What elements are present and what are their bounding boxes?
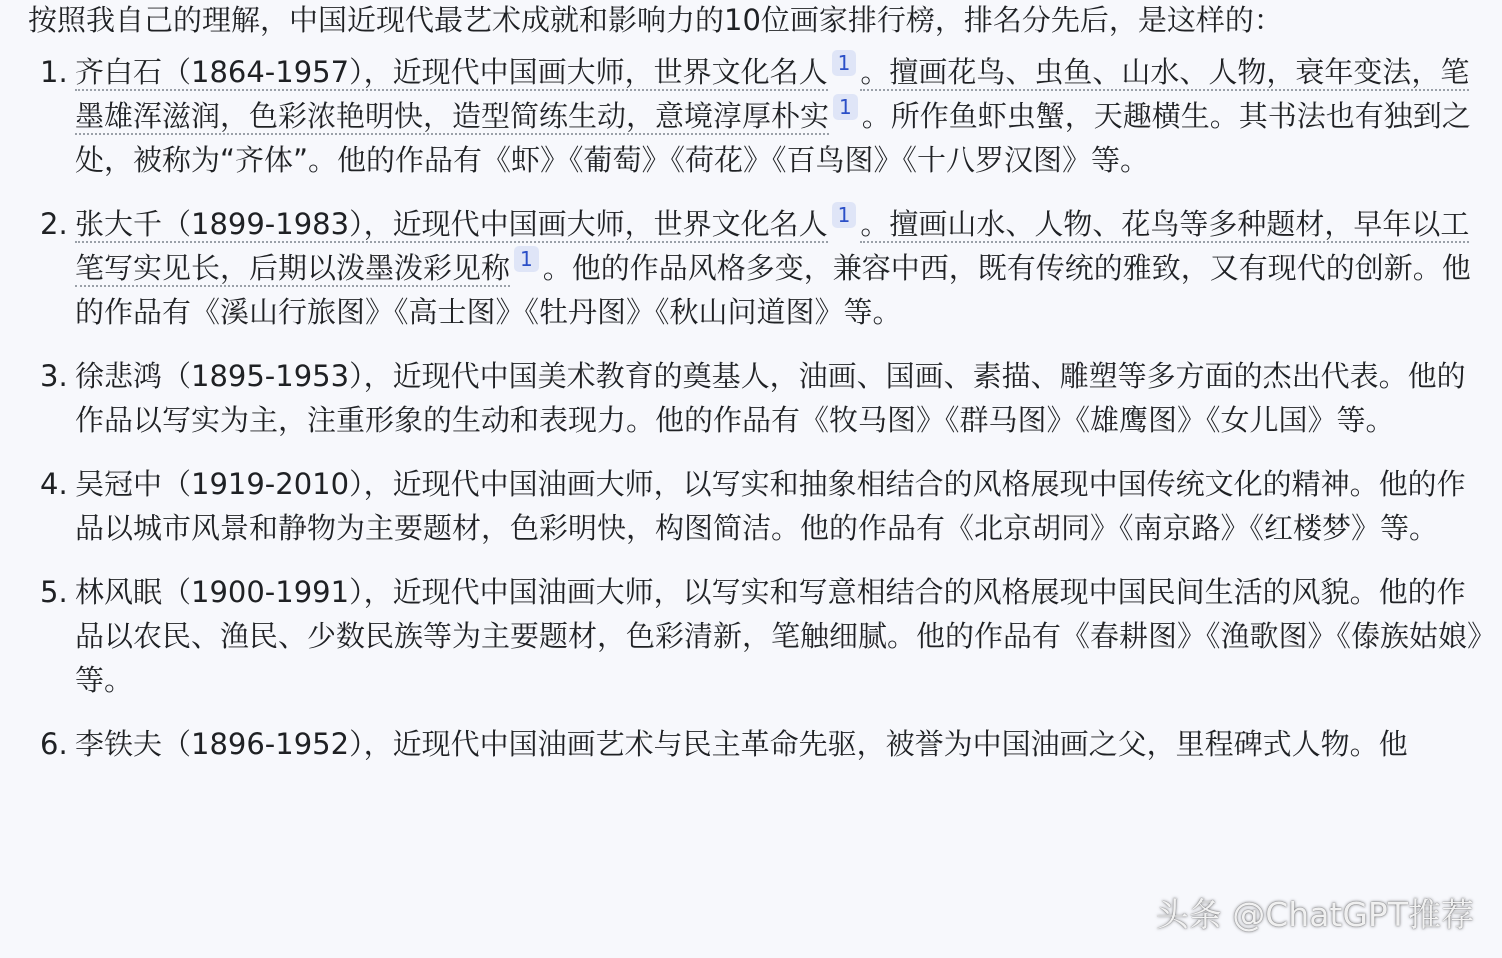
referenced-text: 。擅画花鸟、虫鱼、山水、人物，衰年变法，笔墨雄浑滋润，色彩浓艳明快，造型简练生动，意境淳厚朴实 [75,55,1470,133]
list-item-number: 6. [40,727,68,761]
item-text: 。所作鱼虾虫蟹，天趣横生。其书法也有独到之处，被称为“齐体”。他的作品有《虾》《葡萄》《荷花》《百鸟图》《十八罗汉图》等。 [75,99,1471,177]
list-item-number: 5. [40,575,68,609]
answer-content [28,0,1488,786]
citation-badge[interactable]: 1 [832,202,857,228]
list-item-number: 2. [40,207,68,241]
citation-badge[interactable]: 1 [833,94,858,120]
item-text: 徐悲鸿（1895-1953），近现代中国美术教育的奠基人，油画、国画、素描、雕塑等多方面的杰出代表。他的作品以写实为主，注重形象的生动和表现力。他的作品有《牧马图》《群马图》《雄鹰图》《女儿国》等。 [75,359,1466,437]
intro-text: 按照我自己的理解，中国近现代最艺术成就和影响力的10位画家排行榜，排名分先后，是这样的： [28,3,1283,37]
list-item-number: 4. [40,467,68,501]
list-item [28,722,1488,766]
list-item-number: 3. [40,359,68,393]
referenced-text: 张大千（1899-1983），近现代中国画大师，世界文化名人 [75,207,828,241]
item-text: 李铁夫（1896-1952），近现代中国油画艺术与民主革命先驱，被誉为中国油画之父，里程碑式人物。他 [75,727,1408,761]
citation-badge[interactable]: 1 [514,246,539,272]
list-item-number: 1. [40,55,68,89]
item-text: 吴冠中（1919-2010），近现代中国油画大师，以写实和抽象相结合的风格展现中国传统文化的精神。他的作品以城市风景和静物为主要题材，色彩明快，构图简洁。他的作品有《北京胡同》《南京路》《红楼梦》等。 [75,467,1466,545]
list-item [28,202,1488,334]
referenced-text: 。擅画山水、人物、花鸟等多种题材，早年以工笔写实见长，后期以泼墨泼彩见称 [75,207,1470,285]
watermark: 头条 @ChatGPT推荐 [1155,895,1474,934]
list-item [28,50,1488,182]
citation-badge[interactable]: 1 [832,50,857,76]
painter-ranking-list [28,50,1488,766]
item-text: 林风眠（1900-1991），近现代中国油画大师，以写实和写意相结合的风格展现中国民间生活的风貌。他的作品以农民、渔民、少数民族等为主要题材，色彩清新，笔触细腻。他的作品有《春耕图》《渔歌图》《傣族姑娘》等。 [75,575,1482,697]
referenced-text: 齐白石（1864-1957），近现代中国画大师，世界文化名人 [75,55,828,89]
list-item [28,570,1488,702]
item-text: 。他的作品风格多变，兼容中西，既有传统的雅致，又有现代的创新。他的作品有《溪山行旅图》《高士图》《牡丹图》《秋山问道图》等。 [75,251,1471,329]
list-item [28,354,1488,442]
list-item [28,462,1488,550]
